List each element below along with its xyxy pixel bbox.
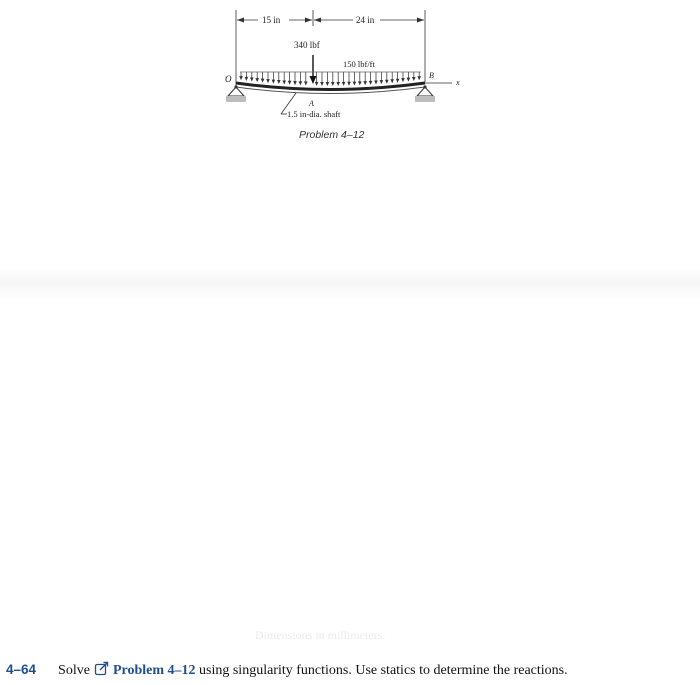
dim-label-left: 15 in (262, 15, 281, 25)
dist-load-arrow-icon (250, 77, 254, 81)
dist-load-arrow-icon (385, 80, 389, 84)
dist-load-arrow-icon (299, 81, 303, 85)
beam-diagram (0, 0, 700, 160)
external-link-icon[interactable] (94, 661, 110, 676)
x-axis-label: x (456, 78, 460, 87)
problem-text: using singularity functions. Use statics to determine the reactions. (199, 663, 568, 678)
dist-load-arrow-icon (239, 76, 243, 80)
dist-load-arrow-icon (353, 82, 357, 86)
dist-load-arrow-icon (396, 79, 400, 83)
dist-load-arrow-icon (315, 82, 319, 86)
problem-number: 4–64 (6, 662, 37, 677)
dist-load-arrow-icon (336, 82, 340, 86)
dim-label-right: 24 in (356, 15, 375, 25)
problem-solve-word: Solve (58, 663, 90, 678)
dist-load-arrow-icon (390, 79, 394, 83)
dist-load-arrow-icon (277, 80, 281, 84)
dist-load-arrow-icon (304, 82, 308, 86)
point-b-label: B (429, 71, 434, 80)
dist-load-arrow-icon (363, 81, 367, 85)
problem-statement (6, 661, 568, 680)
dist-load-arrow-icon (331, 82, 335, 86)
dim-arrow-icon (237, 18, 244, 23)
faded-band (0, 268, 700, 300)
dist-load-arrow-icon (282, 80, 286, 84)
dist-load-arrow-icon (358, 81, 362, 85)
point-a-label: A (309, 99, 314, 108)
dist-load-arrow-icon (245, 77, 249, 81)
dist-load-arrow-icon (412, 77, 416, 81)
shaft-beam (236, 83, 425, 90)
dist-load-arrow-icon (266, 79, 270, 83)
distributed-load-arrows (239, 72, 421, 86)
point-load-label: 340 lbf (294, 40, 320, 50)
dim-arrow-icon (417, 18, 424, 23)
dist-load-arrow-icon (347, 82, 351, 86)
dist-load-arrow-icon (374, 80, 378, 84)
problem-link[interactable]: Problem 4–12 (112, 663, 196, 678)
dist-load-label: 150 lbf/ft (343, 59, 375, 69)
dist-load-arrow-icon (407, 78, 411, 82)
dist-load-arrow-icon (326, 82, 330, 86)
dist-load-arrow-icon (417, 76, 421, 80)
dist-load-arrow-icon (293, 81, 297, 85)
dist-load-arrow-icon (369, 81, 373, 85)
dist-load-arrow-icon (342, 82, 346, 86)
dist-load-arrow-icon (401, 78, 405, 82)
point-o-label: O (225, 74, 232, 84)
dist-load-arrow-icon (255, 78, 259, 82)
shaft-note: 1.5 in-dia. shaft (287, 109, 341, 119)
figure-caption: Problem 4–12 (299, 129, 365, 141)
dist-load-arrow-icon (380, 80, 384, 84)
dist-load-arrow-icon (288, 81, 292, 85)
dim-arrow-icon (305, 18, 312, 23)
dist-load-arrow-icon (261, 79, 265, 83)
faint-dimensions-note: Dimensions in millimeters. (255, 628, 386, 642)
dim-arrow-icon (314, 18, 321, 23)
dist-load-arrow-icon (320, 82, 324, 86)
dist-load-arrow-icon (272, 80, 276, 84)
